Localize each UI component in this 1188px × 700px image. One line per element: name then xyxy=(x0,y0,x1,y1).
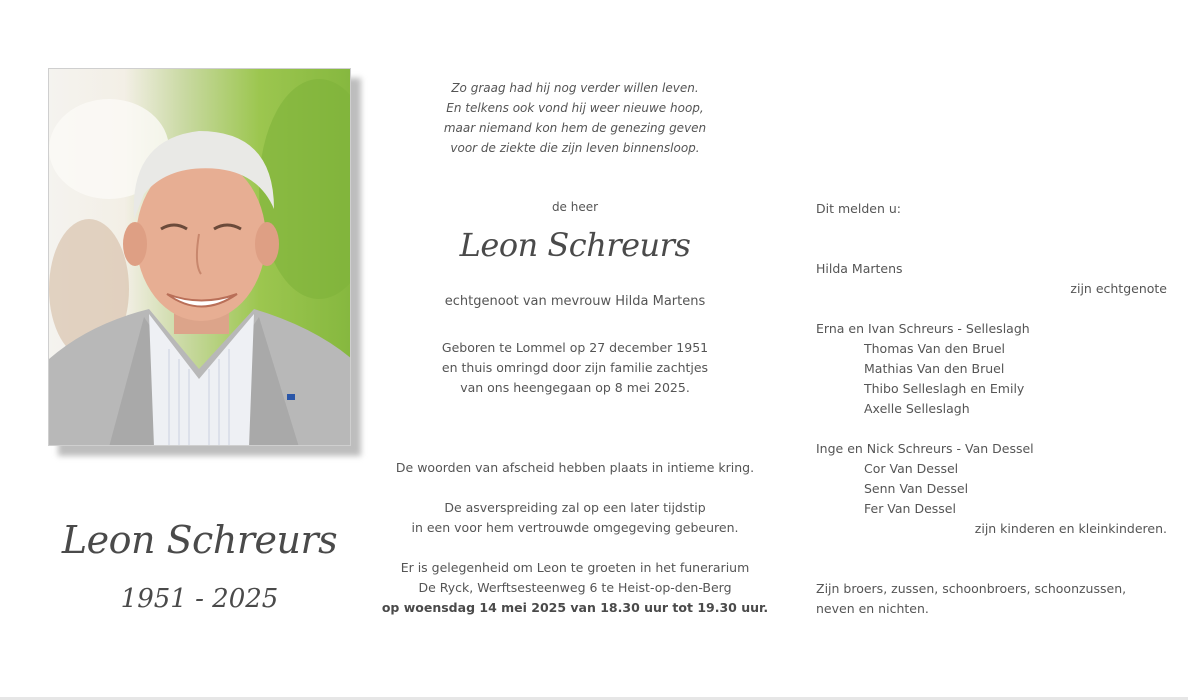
portrait-name: Leon Schreurs xyxy=(61,518,338,562)
poem-line: Zo graag had hij nog verder willen leven. xyxy=(451,81,699,95)
text-line: en thuis omringd door zijn familie zachtjes xyxy=(441,360,709,375)
family-list xyxy=(816,0,1167,700)
siblings-line: Zijn broers, zussen, schoonbroers, schoonzussen, xyxy=(816,581,1127,596)
portrait-photo-frame xyxy=(48,68,351,446)
grandchild: Thomas Van den Bruel xyxy=(864,341,1005,356)
siblings-line: neven en nichten. xyxy=(816,601,929,616)
poem-line: En telkens ook vond hij weer nieuwe hoop, xyxy=(446,101,704,115)
grandchild: Cor Van Dessel xyxy=(864,461,959,476)
text-line: Geboren te Lommel op 27 december 1951 xyxy=(441,340,709,355)
text-line: De woorden van afscheid hebben plaats in intieme kring. xyxy=(395,460,755,475)
grandchild: Mathias Van den Bruel xyxy=(864,361,1005,376)
poem xyxy=(380,78,770,158)
grandchild: Fer Van Dessel xyxy=(864,501,956,516)
portrait-illustration xyxy=(49,69,351,446)
child-family-1: Erna en Ivan Schreurs - Selleslagh xyxy=(816,321,1030,336)
birth-death-text xyxy=(380,338,770,398)
spouse-role: zijn echtgenote xyxy=(1070,281,1167,296)
child-family-2: Inge en Nick Schreurs - Van Dessel xyxy=(816,441,1034,456)
visitation-time: op woensdag 14 mei 2025 van 18.30 uur tot 19.30 uur. xyxy=(381,600,769,615)
grandchild: Thibo Selleslagh en Emily xyxy=(864,381,1025,396)
text-line: Er is gelegenheid om Leon te groeten in het funerarium xyxy=(400,560,750,575)
honorific: de heer xyxy=(551,200,599,214)
text-line: De asverspreiding zal op een later tijdstip xyxy=(444,500,706,515)
grandchild: Senn Van Dessel xyxy=(864,481,969,496)
deceased-name: Leon Schreurs xyxy=(459,226,691,264)
children-role: zijn kinderen en kleinkinderen. xyxy=(974,521,1167,536)
visitation-text xyxy=(380,558,770,618)
ashes-text xyxy=(380,498,770,538)
farewell-text xyxy=(380,458,770,478)
text-line: van ons heengegaan op 8 mei 2025. xyxy=(460,380,690,395)
grandchild: Axelle Selleslagh xyxy=(864,401,970,416)
portrait-photo xyxy=(48,68,351,446)
poem-line: maar niemand kon hem de genezing geven xyxy=(443,121,707,135)
spouse-name: Hilda Martens xyxy=(816,261,903,276)
text-line: in een voor hem vertrouwde omgegeving gebeuren. xyxy=(411,520,739,535)
spouse-line: echtgenoot van mevrouw Hilda Martens xyxy=(444,294,706,309)
family-intro: Dit melden u: xyxy=(816,201,901,216)
text-line: De Ryck, Werftsesteenweg 6 te Heist-op-den-Berg xyxy=(418,580,732,595)
poem-line: voor de ziekte die zijn leven binnensloop. xyxy=(450,141,700,155)
portrait-years: 1951 - 2025 xyxy=(120,584,279,614)
